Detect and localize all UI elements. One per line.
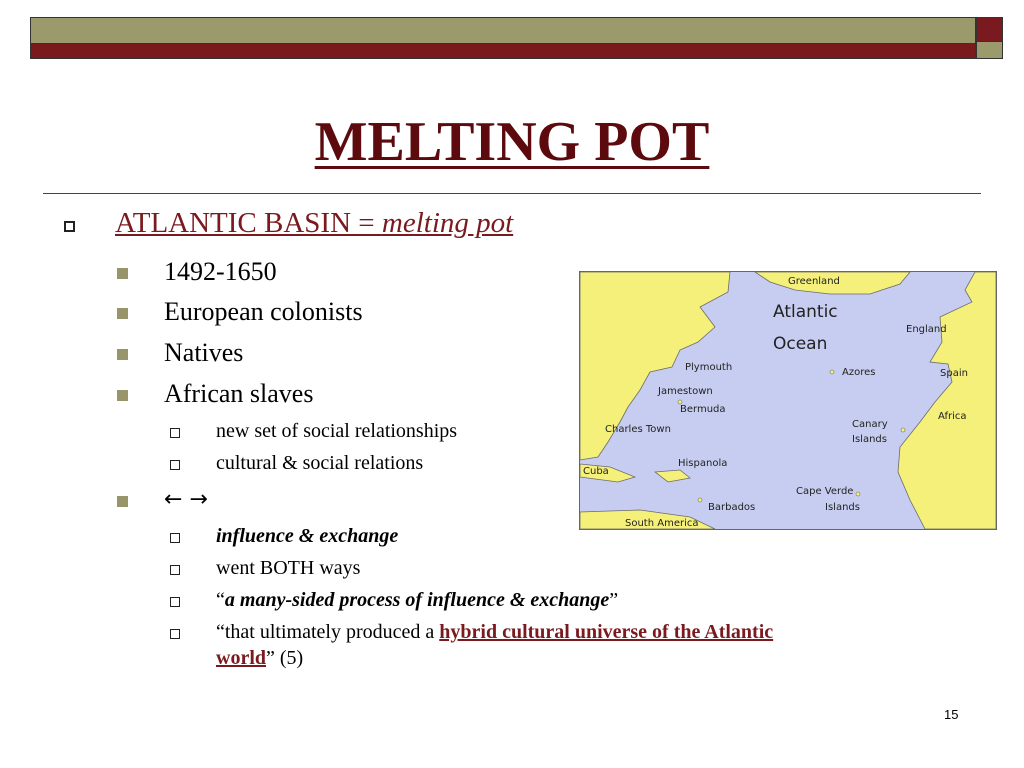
hollow-square-bullet-icon	[64, 221, 75, 232]
filled-square-bullet-icon	[117, 496, 128, 507]
heading-italic: melting pot	[381, 207, 514, 239]
final-highlight-1: hybrid cultural universe of the Atlantic	[439, 621, 774, 643]
heading-main: ATLANTIC BASIN =	[115, 207, 382, 239]
filled-square-bullet-icon	[117, 390, 128, 401]
final-highlight-2: world	[216, 647, 266, 669]
bullet-text: 1492-1650	[164, 257, 277, 286]
top-bar-olive-band	[31, 18, 975, 44]
map-label-cape-verde: Cape Verde	[796, 486, 854, 497]
map-label-azores: Azores	[842, 367, 876, 378]
slide-title: MELTING POT	[314, 111, 710, 173]
hollow-square-bullet-icon	[170, 428, 180, 438]
map-label-hispanola: Hispanola	[678, 458, 728, 469]
left-right-arrows-icon: ← →	[164, 487, 208, 512]
map-label-atlantic: Atlantic	[773, 302, 838, 322]
bullet-text: European colonists	[164, 297, 363, 326]
sub-bullet-text: new set of social relationships	[216, 420, 458, 442]
quote-text: a many-sided process of influence & exchange	[224, 589, 610, 611]
map-label-south-america: South America	[625, 518, 699, 529]
filled-square-bullet-icon	[117, 349, 128, 360]
map-label-bermuda: Bermuda	[680, 404, 726, 415]
map-label-cuba: Cuba	[583, 466, 609, 477]
atlantic-map-svg	[580, 272, 996, 529]
map-label-africa: Africa	[938, 411, 967, 422]
top-decorative-bar	[30, 17, 976, 59]
filled-square-bullet-icon	[117, 308, 128, 319]
page-number: 15	[944, 707, 959, 722]
map-label-plymouth: Plymouth	[685, 362, 733, 373]
bullet-text: African slaves	[164, 379, 314, 408]
hollow-square-bullet-icon	[170, 460, 180, 470]
map-label-ocean: Ocean	[773, 334, 828, 354]
map-label-canary-islands: Islands	[852, 434, 887, 445]
quote-open: “	[216, 589, 225, 611]
map-label-spain: Spain	[940, 368, 968, 379]
final-prefix: “that ultimately produced a	[216, 621, 440, 643]
map-label-england: England	[906, 324, 947, 335]
sub-bullet-text-final	[216, 619, 773, 671]
map-label-cape-verde-islands: Islands	[825, 502, 860, 513]
sub-bullet-text: went BOTH ways	[216, 557, 361, 579]
atlantic-map-image	[579, 271, 997, 530]
sub-bullet-text: cultural & social relations	[216, 452, 424, 474]
heading-text	[115, 207, 513, 240]
hollow-square-bullet-icon	[170, 533, 180, 543]
quote-close: ”	[609, 589, 619, 611]
map-label-jamestown: Jamestown	[658, 386, 713, 397]
title-divider	[43, 193, 981, 194]
map-label-barbados: Barbados	[708, 502, 756, 513]
sub-bullet-text: influence & exchange	[216, 525, 399, 547]
map-label-canary: Canary	[852, 419, 888, 430]
hollow-square-bullet-icon	[170, 629, 180, 639]
final-suffix: ” (5)	[266, 647, 304, 669]
corner-square-maroon	[976, 17, 1003, 42]
hollow-square-bullet-icon	[170, 597, 180, 607]
filled-square-bullet-icon	[117, 268, 128, 279]
top-bar-maroon-band	[31, 44, 975, 58]
corner-square-olive	[976, 41, 1003, 59]
hollow-square-bullet-icon	[170, 565, 180, 575]
bullet-text: Natives	[164, 338, 244, 367]
sub-bullet-quote	[216, 589, 618, 612]
map-label-charles-town: Charles Town	[605, 424, 671, 435]
map-label-greenland: Greenland	[788, 276, 840, 287]
